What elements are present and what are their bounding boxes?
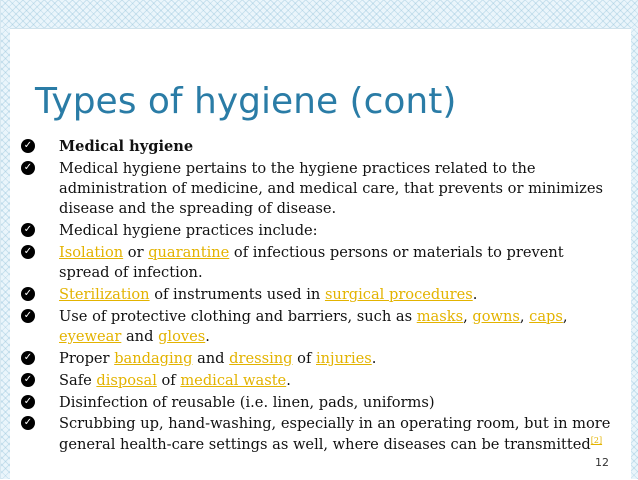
top-pattern-band: [1, 0, 638, 28]
check-bullet-icon: ✓: [21, 416, 35, 430]
check-bullet-icon: ✓: [21, 287, 35, 301]
link-eyewear[interactable]: eyewear: [59, 328, 122, 346]
item-text: ,: [463, 307, 473, 325]
list-item: [18, 243, 616, 284]
list-item: [18, 159, 616, 220]
list-item: [18, 393, 616, 413]
check-bullet-icon: ✓: [21, 139, 35, 153]
item-text: of infectious persons or materials to prevent spread of infection.: [59, 243, 564, 282]
list-item: [18, 349, 616, 369]
link-sterilization[interactable]: Sterilization: [59, 286, 150, 304]
link-disposal[interactable]: disposal: [96, 371, 157, 389]
item-text: Use of protective clothing and barriers, such as: [59, 307, 417, 325]
link-quarantine[interactable]: quarantine: [148, 243, 230, 261]
page-number: 12: [595, 456, 609, 469]
check-bullet-icon: ✓: [21, 373, 35, 387]
item-text: Medical hygiene practices include:: [59, 222, 318, 240]
left-pattern-band: [1, 28, 10, 479]
item-text: .: [286, 371, 291, 389]
right-pattern-band: [630, 28, 638, 479]
list-item: [18, 307, 616, 348]
list-item: [18, 137, 616, 157]
link-dressing[interactable]: dressing: [229, 349, 293, 367]
item-text: .: [371, 349, 377, 367]
slide-title: Types of hygiene (cont): [35, 81, 457, 122]
check-bullet-icon: ✓: [21, 351, 35, 365]
link-medical-waste[interactable]: medical waste: [180, 371, 287, 389]
item-text: of: [156, 371, 181, 389]
reference-link[interactable]: [2]: [590, 435, 603, 445]
item-text: Proper: [59, 349, 115, 367]
link-gloves[interactable]: gloves: [158, 328, 206, 346]
check-bullet-icon: ✓: [21, 395, 35, 409]
item-text: .: [205, 328, 210, 346]
link-injuries[interactable]: injuries: [315, 349, 372, 367]
item-text: .: [472, 286, 478, 304]
item-text: and: [192, 349, 230, 367]
link-bandaging[interactable]: bandaging: [114, 349, 193, 367]
link-caps[interactable]: caps: [529, 307, 563, 325]
list-item: [18, 371, 616, 391]
item-text: Medical hygiene pertains to the hygiene practices related to the administration of medicine, and medical care, that prevents or minimizes disease and the spreading of disease.: [59, 159, 603, 218]
check-bullet-icon: ✓: [21, 223, 35, 237]
bullet-list: [18, 137, 616, 456]
item-text: of: [292, 349, 316, 367]
section-heading: Medical hygiene: [59, 138, 194, 155]
check-bullet-icon: ✓: [21, 245, 35, 259]
list-item: [18, 221, 616, 241]
check-bullet-icon: ✓: [21, 161, 35, 175]
list-item: [18, 414, 616, 455]
item-text: Safe: [59, 371, 97, 389]
item-text: and: [121, 328, 159, 346]
item-text: or: [123, 243, 149, 261]
item-text: Disinfection of reusable (i.e. linen, pads, uniforms): [59, 393, 435, 411]
link-isolation[interactable]: Isolation: [59, 243, 124, 261]
link-masks[interactable]: masks: [416, 307, 464, 325]
link-gowns[interactable]: gowns: [472, 307, 520, 325]
item-text: ,: [519, 307, 530, 325]
check-bullet-icon: ✓: [21, 309, 35, 323]
item-text: ,: [562, 307, 568, 325]
item-text: Scrubbing up, hand-washing, especially in an operating room, but in more general health-care settings as well, where diseases can be transmitted: [59, 415, 611, 453]
item-text: of instruments used in: [149, 286, 325, 304]
list-item: [18, 285, 616, 305]
link-surgical-procedures[interactable]: surgical procedures: [324, 286, 473, 304]
